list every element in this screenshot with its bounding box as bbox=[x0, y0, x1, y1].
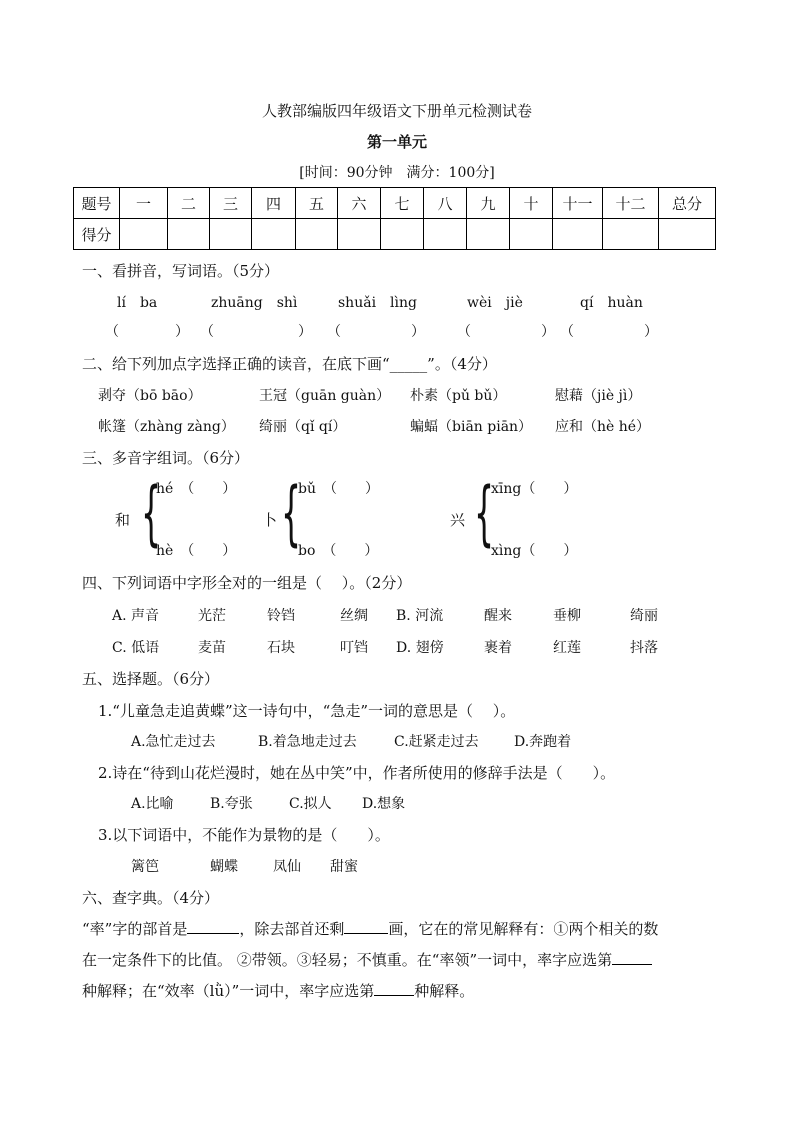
score-cell: 九 bbox=[467, 188, 510, 219]
q1-answer-blank[interactable]: （ ） bbox=[327, 324, 425, 340]
score-cell: 七 bbox=[381, 188, 424, 219]
brace-icon: { bbox=[474, 472, 495, 554]
score-cell: 总分 bbox=[659, 188, 716, 219]
q3-heading: 三、多音字组词。（6分） bbox=[82, 449, 250, 467]
q6-blank-strokes[interactable] bbox=[344, 933, 388, 934]
q3-reading[interactable]: xìng（ ） bbox=[491, 543, 578, 559]
score-cell: 一 bbox=[120, 188, 168, 219]
score-input-cell[interactable] bbox=[510, 219, 553, 250]
score-input-cell[interactable] bbox=[252, 219, 296, 250]
q1-pinyin: shuǎi lìng bbox=[338, 295, 417, 311]
unit-title: 第一单元 bbox=[366, 133, 427, 151]
q3-reading[interactable]: bǔ （ ） bbox=[298, 481, 379, 497]
q2-item[interactable]: 绮丽（qǐ qí） bbox=[259, 419, 347, 435]
q4-word: 光茫 bbox=[198, 608, 226, 624]
score-input-cell[interactable] bbox=[659, 219, 716, 250]
q6-blank-meaning-2[interactable] bbox=[374, 995, 414, 996]
score-table bbox=[73, 187, 716, 250]
q4-option[interactable]: B. 河流 bbox=[396, 608, 444, 624]
q5-option[interactable]: 蝴蝶 bbox=[210, 859, 238, 875]
q2-heading: 二、给下列加点字选择正确的读音，在底下画“_____”。（4分） bbox=[82, 355, 497, 373]
q4-word: 裹着 bbox=[484, 640, 512, 656]
score-cell: 四 bbox=[252, 188, 296, 219]
q2-item[interactable]: 帐篷（zhàng zàng） bbox=[98, 419, 235, 435]
q6-text: 画，它在的常见解释有：①两个相关的数 bbox=[388, 920, 659, 938]
q3-reading[interactable]: hè （ ） bbox=[156, 543, 237, 559]
score-cell: 十 bbox=[510, 188, 553, 219]
q1-pinyin: wèi jiè bbox=[467, 295, 523, 311]
q4-word: 铃铛 bbox=[267, 608, 295, 624]
q4-word: 石块 bbox=[267, 640, 295, 656]
q6-line-1 bbox=[82, 918, 658, 939]
exam-meta: [时间：90分钟 满分：100分] bbox=[299, 165, 495, 181]
q1-heading: 一、看拼音，写词语。（5分） bbox=[82, 262, 280, 280]
q1-answer-blank[interactable]: （ ） bbox=[457, 324, 555, 340]
q5-option[interactable]: B.夸张 bbox=[210, 796, 253, 812]
q4-option[interactable]: D. 翅傍 bbox=[396, 640, 444, 656]
q5-heading: 五、选择题。（6分） bbox=[82, 670, 220, 688]
score-header-row bbox=[74, 188, 716, 219]
q5-option[interactable]: 篱笆 bbox=[131, 859, 159, 875]
brace-icon: { bbox=[141, 472, 162, 554]
score-cell: 五 bbox=[296, 188, 338, 219]
q6-text: ，除去部首还剩 bbox=[239, 920, 345, 938]
q6-heading: 六、查字典。（4分） bbox=[82, 889, 220, 907]
q4-option[interactable]: C. 低语 bbox=[112, 640, 160, 656]
score-input-cell[interactable] bbox=[296, 219, 338, 250]
q3-reading[interactable]: bo （ ） bbox=[298, 543, 379, 559]
q1-pinyin: zhuāng shì bbox=[211, 295, 298, 311]
score-input-cell[interactable] bbox=[381, 219, 424, 250]
q6-blank-radical[interactable] bbox=[187, 933, 239, 934]
score-input-cell[interactable] bbox=[424, 219, 467, 250]
score-cell: 八 bbox=[424, 188, 467, 219]
q2-item[interactable]: 王冠（guān guàn） bbox=[259, 388, 391, 404]
q6-text: “率”字的部首是 bbox=[82, 920, 188, 938]
score-cell: 六 bbox=[338, 188, 381, 219]
q6-blank-meaning-1[interactable] bbox=[612, 964, 652, 965]
q6-text: 种解释；在“效率（lǜ）”一词中，率字应选第 bbox=[82, 982, 375, 1000]
q6-line-2 bbox=[82, 949, 652, 970]
score-cell: 十一 bbox=[553, 188, 603, 219]
q3-reading[interactable]: hé （ ） bbox=[156, 481, 237, 497]
q6-text: 在一定条件下的比值。 ②带领。③轻易；不慎重。在“率领”一词中，率字应选第 bbox=[82, 951, 613, 969]
q3-reading[interactable]: xīng（ ） bbox=[491, 481, 578, 497]
q4-word: 醒来 bbox=[484, 608, 512, 624]
score-value-row bbox=[74, 219, 716, 250]
q4-word: 红莲 bbox=[553, 640, 581, 656]
q2-item[interactable]: 慰藉（jiè jì） bbox=[555, 388, 642, 404]
score-input-cell[interactable] bbox=[210, 219, 252, 250]
score-input-cell[interactable] bbox=[168, 219, 210, 250]
q4-word: 叮铛 bbox=[340, 640, 368, 656]
q5-option[interactable]: C.拟人 bbox=[289, 796, 332, 812]
q2-item[interactable]: 剥夺（bō bāo） bbox=[98, 388, 202, 404]
score-cell: 十二 bbox=[603, 188, 659, 219]
q5-option[interactable]: D.想象 bbox=[362, 796, 406, 812]
q4-word: 抖落 bbox=[630, 640, 658, 656]
q1-pinyin: qí huàn bbox=[580, 295, 643, 311]
score-input-cell[interactable] bbox=[553, 219, 603, 250]
q5-option[interactable]: A.比喻 bbox=[131, 796, 174, 812]
q3-char: 兴 bbox=[450, 511, 466, 529]
q4-word: 麦苗 bbox=[198, 640, 226, 656]
score-input-cell[interactable] bbox=[338, 219, 381, 250]
q2-item[interactable]: 应和（hè hé） bbox=[555, 419, 651, 435]
q5-option[interactable]: B.着急地走过去 bbox=[258, 734, 357, 750]
q4-word: 丝绸 bbox=[340, 608, 368, 624]
q1-answer-blank[interactable]: （ ） bbox=[200, 324, 312, 340]
q4-option[interactable]: A. 声音 bbox=[112, 608, 160, 624]
brace-icon: { bbox=[281, 472, 302, 554]
q4-heading: 四、下列词语中字形全对的一组是（ ）。（2分） bbox=[82, 574, 412, 592]
score-cell: 三 bbox=[210, 188, 252, 219]
q5-question-3: 3.以下词语中，不能作为景物的是（ ）。 bbox=[98, 826, 390, 844]
q5-option[interactable]: 凤仙 bbox=[273, 859, 301, 875]
score-cell: 题号 bbox=[74, 188, 120, 219]
q6-text: 种解释。 bbox=[414, 982, 475, 1000]
score-cell: 二 bbox=[168, 188, 210, 219]
q1-pinyin: lí ba bbox=[117, 295, 158, 311]
score-input-cell[interactable] bbox=[603, 219, 659, 250]
q4-word: 垂柳 bbox=[553, 608, 581, 624]
q1-answer-blank[interactable]: （ ） bbox=[560, 324, 658, 340]
q5-question-2: 2.诗在“待到山花烂漫时，她在丛中笑”中，作者所使用的修辞手法是（ ）。 bbox=[98, 764, 616, 782]
q6-line-3 bbox=[82, 980, 474, 1001]
exam-title: 人教部编版四年级语文下册单元检测试卷 bbox=[261, 102, 532, 120]
q2-item[interactable]: 朴素（pǔ bǔ） bbox=[410, 388, 507, 404]
q2-item[interactable]: 蝙蝠（biān piān） bbox=[410, 419, 533, 435]
q5-option[interactable]: D.奔跑着 bbox=[514, 734, 572, 750]
score-row-label: 得分 bbox=[74, 219, 120, 250]
score-input-cell[interactable] bbox=[467, 219, 510, 250]
q3-char: 和 bbox=[115, 511, 131, 529]
q5-option[interactable]: 甜蜜 bbox=[330, 859, 358, 875]
q4-word: 绮丽 bbox=[630, 608, 658, 624]
q1-answer-blank[interactable]: （ ） bbox=[105, 324, 189, 340]
q5-option[interactable]: C.赶紧走过去 bbox=[394, 734, 479, 750]
q5-option[interactable]: A.急忙走过去 bbox=[131, 734, 216, 750]
score-input-cell[interactable] bbox=[120, 219, 168, 250]
q3-char: 卜 bbox=[262, 511, 278, 529]
q5-question-1: 1.“儿童急走追黄蝶”这一诗句中，“急走”一词的意思是（ ）。 bbox=[98, 702, 516, 720]
